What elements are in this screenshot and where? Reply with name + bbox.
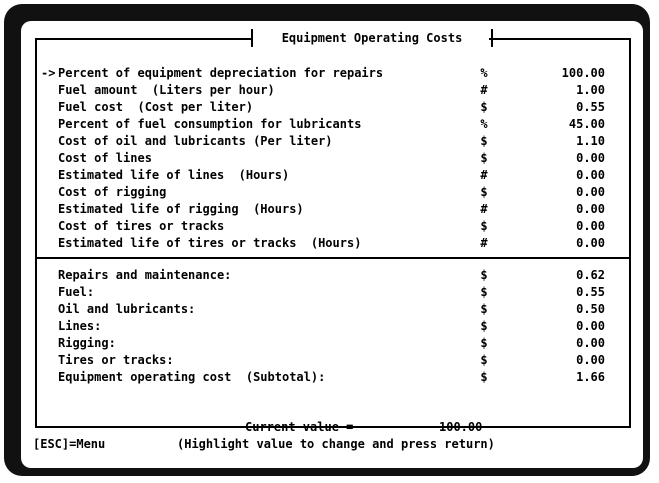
row-label: Cost of lines (58, 151, 152, 165)
row-label: Fuel cost (Cost per liter) (58, 100, 254, 114)
row-unit: $ (480, 370, 488, 384)
row-label: Estimated life of lines (Hours) (58, 168, 290, 182)
row-label: Estimated life of tires or tracks (Hours) (58, 236, 362, 250)
row-unit: % (480, 117, 488, 131)
row-label: Cost of oil and lubricants (Per liter) (58, 134, 333, 148)
row-unit: $ (480, 134, 488, 148)
esc-menu-hint[interactable]: [ESC]=Menu (33, 437, 106, 451)
row-unit: $ (480, 219, 488, 233)
row-unit: # (480, 202, 488, 216)
row-unit: # (480, 168, 488, 182)
row-unit: $ (480, 268, 488, 282)
row-value: 0.62 (576, 268, 605, 282)
row-label: Fuel amount (Liters per hour) (58, 83, 275, 97)
current-value-label: Current value = (245, 420, 354, 434)
panel-border-left (35, 38, 251, 40)
row-label: Estimated life of rigging (Hours) (58, 202, 304, 216)
row-value[interactable]: 0.55 (576, 100, 605, 114)
row-label: Repairs and maintenance: (58, 268, 232, 282)
row-unit: $ (480, 336, 488, 350)
row-value[interactable]: 100.00 (561, 66, 605, 80)
row-unit: % (480, 66, 488, 80)
row-unit: # (480, 83, 488, 97)
terminal-screen (21, 21, 643, 468)
row-value: 0.00 (576, 353, 605, 367)
row-label: Percent of equipment depreciation for repairs (58, 66, 384, 80)
row-unit: $ (480, 100, 488, 114)
section-divider (35, 257, 631, 259)
row-value[interactable]: 0.00 (576, 219, 605, 233)
panel-border-right (489, 38, 629, 40)
row-unit: $ (480, 285, 488, 299)
row-label: Equipment operating cost (Subtotal): (58, 370, 326, 384)
row-unit: $ (480, 302, 488, 316)
row-unit: $ (480, 151, 488, 165)
row-label: Cost of tires or tracks (58, 219, 225, 233)
row-unit: $ (480, 353, 488, 367)
row-value[interactable]: 0.00 (576, 168, 605, 182)
monitor-bezel (4, 4, 650, 476)
current-value: 100.00 (439, 420, 483, 434)
panel-title: Equipment Operating Costs (251, 29, 493, 47)
row-value: 0.50 (576, 302, 605, 316)
row-label: Cost of rigging (58, 185, 167, 199)
selection-pointer: -> (41, 66, 56, 80)
row-value: 1.66 (576, 370, 605, 384)
row-value[interactable]: 0.00 (576, 185, 605, 199)
row-label: Fuel: (58, 285, 95, 299)
row-label: Oil and lubricants: (58, 302, 196, 316)
row-unit: # (480, 236, 488, 250)
row-value[interactable]: 0.00 (576, 151, 605, 165)
row-label: Lines: (58, 319, 102, 333)
row-unit: $ (480, 185, 488, 199)
instruction-text: (Highlight value to change and press return) (177, 437, 495, 451)
row-label: Tires or tracks: (58, 353, 174, 367)
row-value[interactable]: 0.00 (576, 202, 605, 216)
row-value: 0.00 (576, 336, 605, 350)
row-value[interactable]: 1.10 (576, 134, 605, 148)
row-label: Percent of fuel consumption for lubricants (58, 117, 362, 131)
row-value: 0.55 (576, 285, 605, 299)
row-value[interactable]: 0.00 (576, 236, 605, 250)
row-label: Rigging: (58, 336, 116, 350)
row-value[interactable]: 45.00 (568, 117, 605, 131)
row-value[interactable]: 1.00 (576, 83, 605, 97)
row-unit: $ (480, 319, 488, 333)
row-value: 0.00 (576, 319, 605, 333)
